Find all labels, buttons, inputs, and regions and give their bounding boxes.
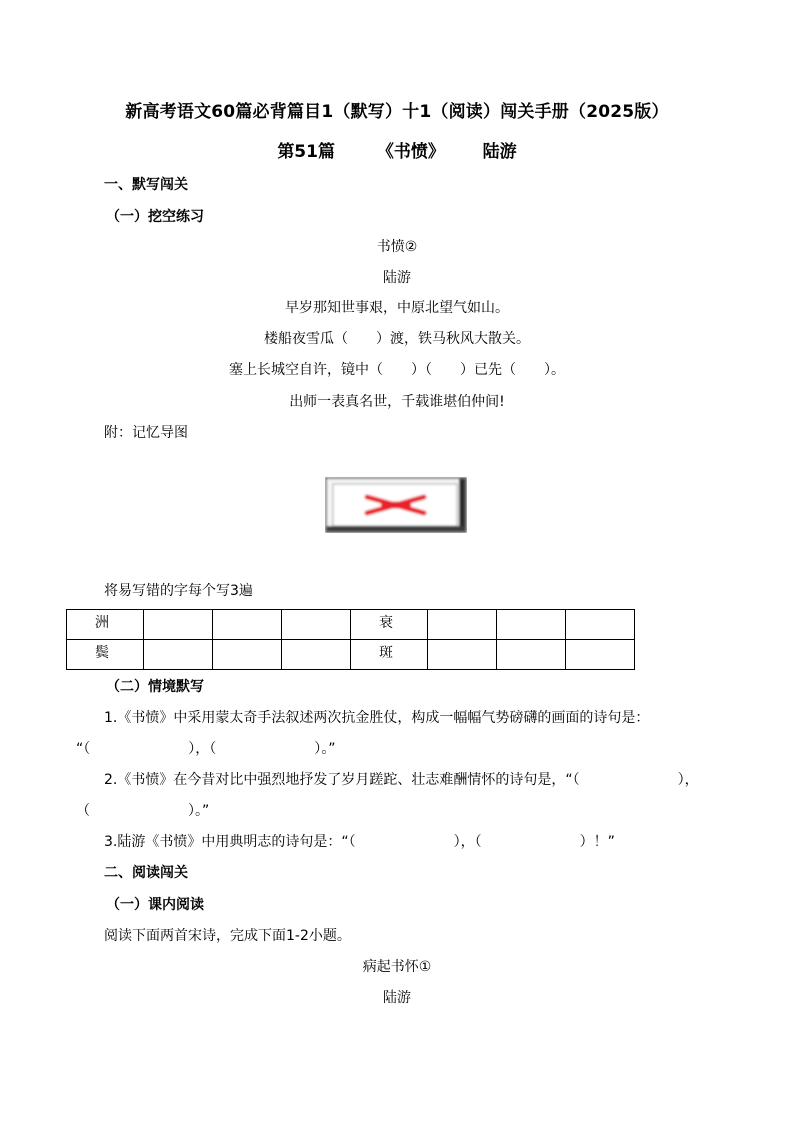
work-author: 陆游 <box>482 142 517 162</box>
chapter-heading <box>0 137 794 162</box>
practice-instruction: 将易写错的字每个写3遍 <box>104 583 253 599</box>
poem-author: 陆游 <box>383 270 411 286</box>
poem-line: 塞上长城空自许，镜中（ ）（ ）已先（ ）。 <box>229 362 565 378</box>
poem-line: 早岁那知世事艰，中原北望气如山。 <box>285 300 509 316</box>
table-cell: 鬓 <box>67 640 144 670</box>
table-cell[interactable] <box>566 610 635 640</box>
table-cell[interactable] <box>497 640 566 670</box>
table-cell: 斑 <box>351 640 428 670</box>
table-cell[interactable] <box>497 610 566 640</box>
poem-line: 楼船夜雪瓜（ ）渡，铁马秋风大散关。 <box>264 331 530 347</box>
question-1-blanks: “（ ），（ ）。” <box>76 741 336 757</box>
question-2-text: 2.《书愤》在今昔对比中强烈地抒发了岁月蹉跎、壮志难酬情怀的诗句是，“（ ）， <box>104 772 699 788</box>
document-title: 新高考语文60篇必背篇目1（默写）十1（阅读）闯关手册（2025版） <box>125 102 669 122</box>
section-heading-reading: 二、阅读闯关 <box>104 865 188 881</box>
question-1-text: 1.《书愤》中采用蒙太奇手法叙述两次抗金胜仗，构成一幅幅气势磅礴的画面的诗句是： <box>104 710 650 726</box>
section-heading-dictation: 一、默写闯关 <box>104 177 188 193</box>
table-cell[interactable] <box>144 610 213 640</box>
table-cell[interactable] <box>213 640 282 670</box>
table-cell[interactable] <box>428 640 497 670</box>
table-cell[interactable] <box>144 640 213 670</box>
question-3-text: 3.陆游《书愤》中用典明志的诗句是：“（ ），（ ）！” <box>104 834 615 850</box>
poem-title: 病起书怀① <box>362 959 432 975</box>
poem-line: 出师一表真名世，千载谁堪伯仲间! <box>289 394 505 410</box>
reading-instruction: 阅读下面两首宋诗，完成下面1-2小题。 <box>104 928 351 944</box>
table-cell[interactable] <box>428 610 497 640</box>
chapter-number: 第51篇 <box>277 142 335 162</box>
table-cell[interactable] <box>282 640 351 670</box>
work-title: 《书愤》 <box>376 142 445 162</box>
table-row <box>67 610 635 640</box>
poem-title: 书愤② <box>376 239 418 255</box>
poem-author: 陆游 <box>383 990 411 1006</box>
appendix-label: 附：记忆导图 <box>104 425 188 441</box>
table-cell: 衰 <box>351 610 428 640</box>
question-2-blanks: （ ）。” <box>76 803 210 819</box>
table-cell[interactable] <box>566 640 635 670</box>
table-cell[interactable] <box>213 610 282 640</box>
table-row <box>67 640 635 670</box>
subsection-heading-in-class: （一）课内阅读 <box>106 897 204 913</box>
broken-image-icon <box>325 477 467 533</box>
table-cell[interactable] <box>282 610 351 640</box>
broken-image-placeholder <box>325 477 467 533</box>
subsection-heading-contextual: （二）情境默写 <box>106 679 204 695</box>
subsection-heading-fill-blank: （一）挖空练习 <box>106 209 204 225</box>
character-practice-table <box>66 609 635 670</box>
table-cell: 洲 <box>67 610 144 640</box>
